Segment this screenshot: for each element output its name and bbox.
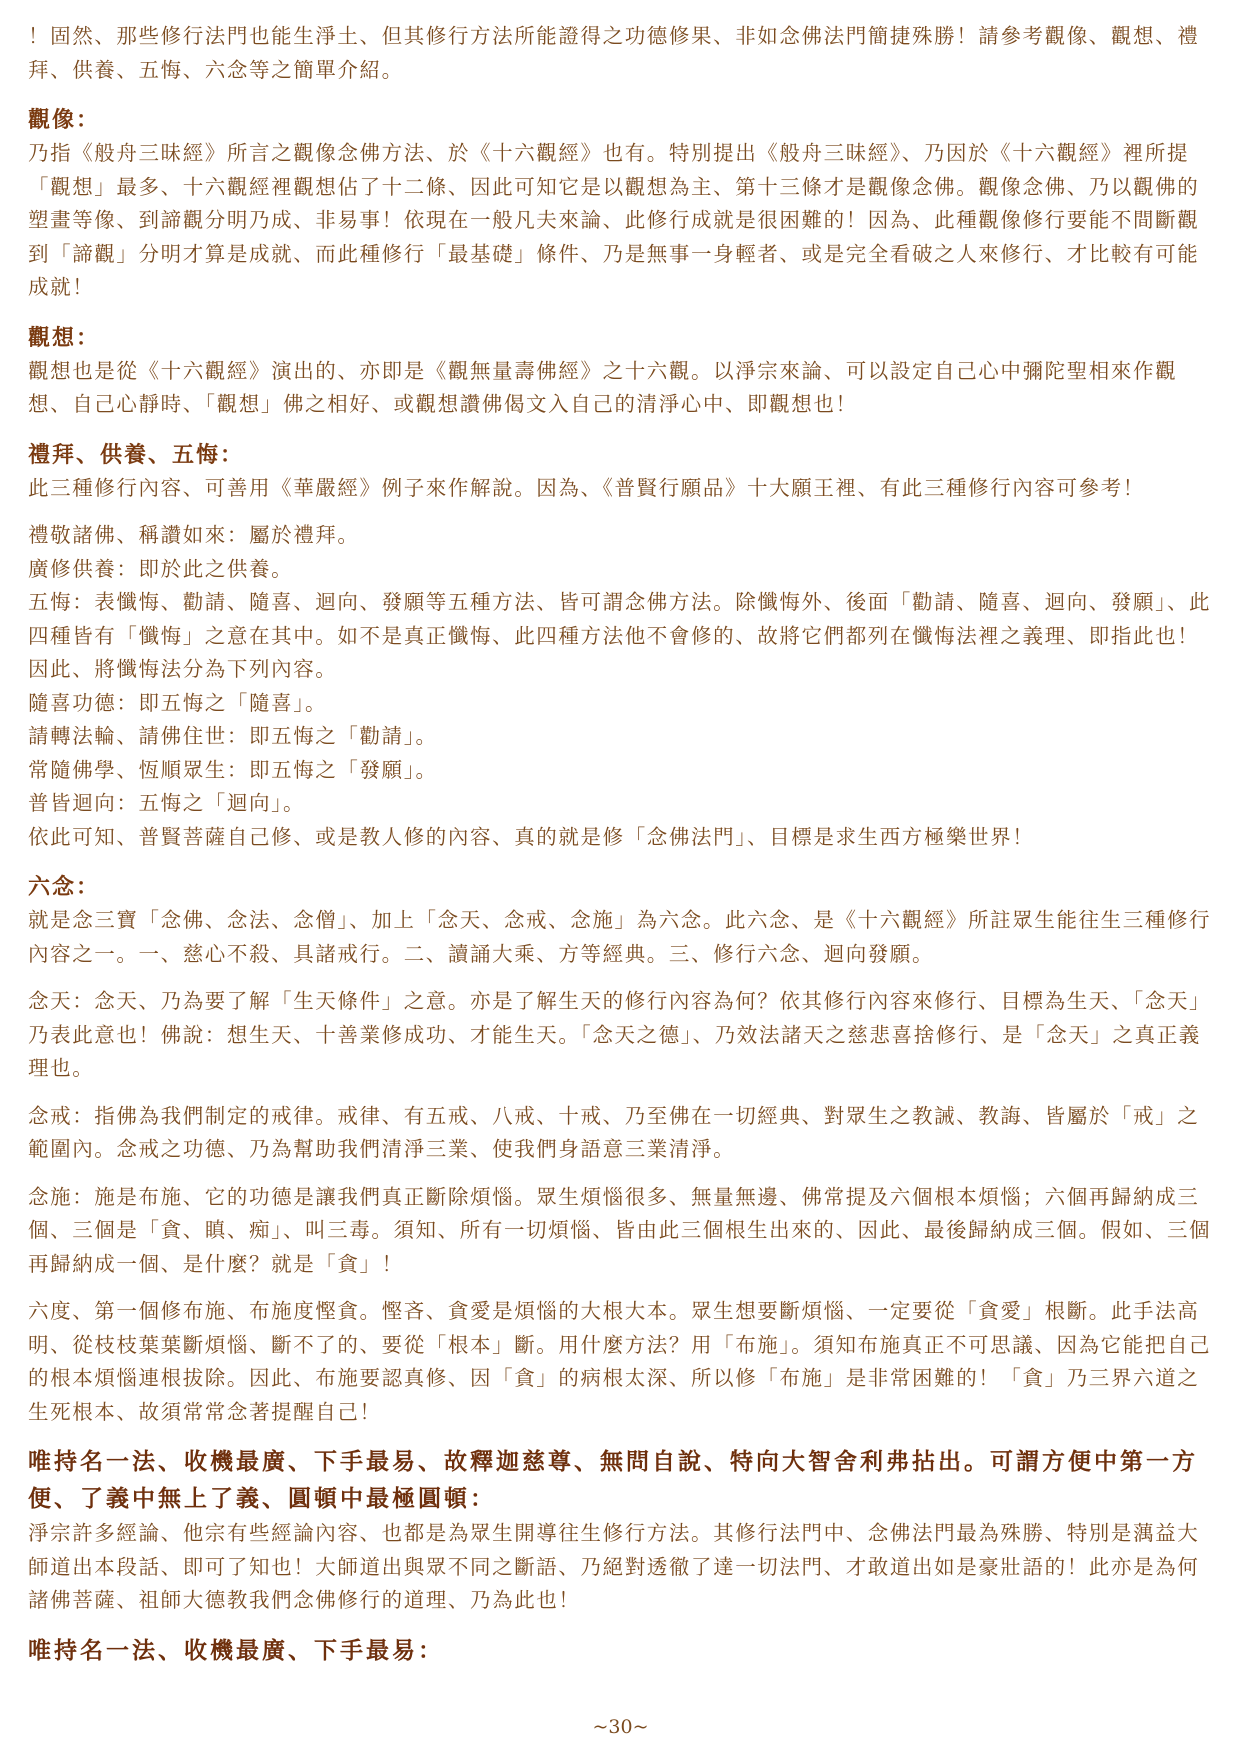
liudu-paragraph: 六度、第一個修布施、布施度慳貪。慳吝、貪愛是煩惱的大根大本。眾生想要斷煩惱、一定要從「貪愛」根斷。此手法高明、從枝枝葉葉斷煩惱、斷不了的、要從「根本」斷。用什麼方法？用「布施」。須知布施真正不可思議、因為它能把自己的根本煩惱連根拔除。因此、布施要認真修、因「貪」的病根太深、所以修「布施」是非常困難的！「貪」乃三界六道之生死根本、故須常常念著提醒自己！ xyxy=(28,1299,1212,1424)
nian-tian-paragraph: 念天：念天、乃為要了解「生天條件」之意。亦是了解生天的修行內容為何？依其修行內容來修行、目標為生天、「念天」乃表此意也！佛說：想生天、十善業修成功、才能生天。「念天之德」、乃效法諸天之慈悲喜捨修行、是「念天」之真正義理也。 xyxy=(28,989,1212,1080)
libai-body: 此三種修行內容、可善用《華嚴經》例子來作解說。因為、《普賢行願品》十大願王裡、有此三種修行內容可參考！ xyxy=(28,475,1145,500)
libai-line: 隨喜功德：即五悔之「隨喜」。 xyxy=(28,690,328,715)
heading-liunian: 六念： xyxy=(28,874,101,900)
nian-jie-paragraph: 念戒：指佛為我們制定的戒律。戒律、有五戒、八戒、十戒、乃至佛在一切經典、對眾生之教誡、教誨、皆屬於「戒」之範圍內。念戒之功德、乃為幫助我們清淨三業、使我們身語意三業清淨。 xyxy=(28,1103,1200,1161)
page-number: ~30~ xyxy=(592,1716,649,1738)
libai-line: 五悔：表懺悔、勸請、隨喜、迴向、發願等五種方法、皆可謂念佛方法。除懺悔外、後面「勸請、隨喜、迴向、發願」、此四種皆有「懺悔」之意在其中。如不是真正懺悔、此四種方法他不會修的、故將它們都列在懺悔法裡之義理、即指此也！因此、將懺悔法分為下列內容。 xyxy=(28,590,1212,681)
libai-line: 禮敬諸佛、稱讚如來：屬於禮拜。 xyxy=(28,523,360,547)
heading-guanxiang-image: 觀像： xyxy=(28,107,101,133)
heading-guanxiang-think: 觀想： xyxy=(28,324,101,351)
heading-last: 唯持名一法、收機最廣、下手最易： xyxy=(28,1636,444,1664)
nian-shi-paragraph: 念施：施是布施、它的功德是讓我們真正斷除煩惱。眾生煩惱很多、無量無邊、佛常提及六個根本煩惱；六個再歸納成三個、三個是「貪、瞋、痴」、叫三毒。須知、所有一切煩惱、皆由此三個根生出來的、因此、最後歸納成三個。假如、三個再歸納成一個、是什麼？就是「貪」！ xyxy=(28,1184,1212,1276)
guanxiang-think-body: 觀想也是從《十六觀經》演出的、亦即是《觀無量壽佛經》之十六觀。以淨宗來論、可以設定自己心中彌陀聖相來作觀想、自己心靜時、「觀想」佛之相好、或觀想讚佛偈文入自己的清淨心中、即觀想也！ xyxy=(28,358,1178,416)
intro-paragraph: ！固然、那些修行法門也能生淨土、但其修行方法所能證得之功德修果、非如念佛法門簡捷殊勝！請參考觀像、觀想、禮拜、供養、五悔、六念等之簡單介紹。 xyxy=(28,24,1200,82)
libai-line: 普皆迴向：五悔之「迴向」。 xyxy=(28,791,306,815)
heading-libai: 禮拜、供養、五悔： xyxy=(28,441,245,468)
libai-line: 依此可知、普賢菩薩自己修、或是教人修的內容、真的就是修「念佛法門」、目標是求生西方極樂世界！ xyxy=(28,824,1035,849)
document-page xyxy=(28,20,1218,1669)
chiming-body: 淨宗許多經論、他宗有些經論內容、也都是為眾生開導往生修行方法。其修行法門中、念佛法門最為殊勝、特別是蕅益大師道出本段話、即可了知也！大師道出與眾不同之斷語、乃絕對透徹了達一切法門、才敢道出如是豪壯語的！此亦是為何諸佛菩薩、祖師大德教我們念佛修行的道理、乃為此也！ xyxy=(28,1521,1200,1612)
guanxiang-image-body: 乃指《般舟三昧經》所言之觀像念佛方法、於《十六觀經》也有。特別提出《般舟三昧經》、乃因於《十六觀經》裡所提「觀想」最多、十六觀經裡觀想佔了十二條、因此可知它是以觀想為主、第十三條才是觀像念佛。觀像念佛、乃以觀佛的塑畫等像、到諦觀分明乃成、非易事！依現在一般凡夫來論、此修行成就是很困難的！因為、此種觀像修行要能不間斷觀到「諦觀」分明才算是成就、而此種修行「最基礎」條件、乃是無事一身輕者、或是完全看破之人來修行、才比較有可能成就！ xyxy=(28,141,1200,299)
libai-line: 廣修供養：即於此之供養。 xyxy=(28,556,294,581)
libai-line: 常隨佛學、恆順眾生：即五悔之「發願」。 xyxy=(28,757,438,782)
heading-chiming: 唯持名一法、收機最廣、下手最易、故釋迦慈尊、無問自說、特向大智舍利弗拈出。可謂方便中第一方便、了義中無上了義、圓頓中最極圓頓： xyxy=(28,1448,1198,1512)
liunian-body: 就是念三寶「念佛、念法、念僧」、加上「念天、念戒、念施」為六念。此六念、是《十六觀經》所註眾生能往生三種修行內容之一。一、慈心不殺、具諸戒行。二、讀誦大乘、方等經典。三、修行六念、迴向發願。 xyxy=(28,908,1212,966)
libai-line: 請轉法輪、請佛住世：即五悔之「勸請」。 xyxy=(28,724,438,748)
